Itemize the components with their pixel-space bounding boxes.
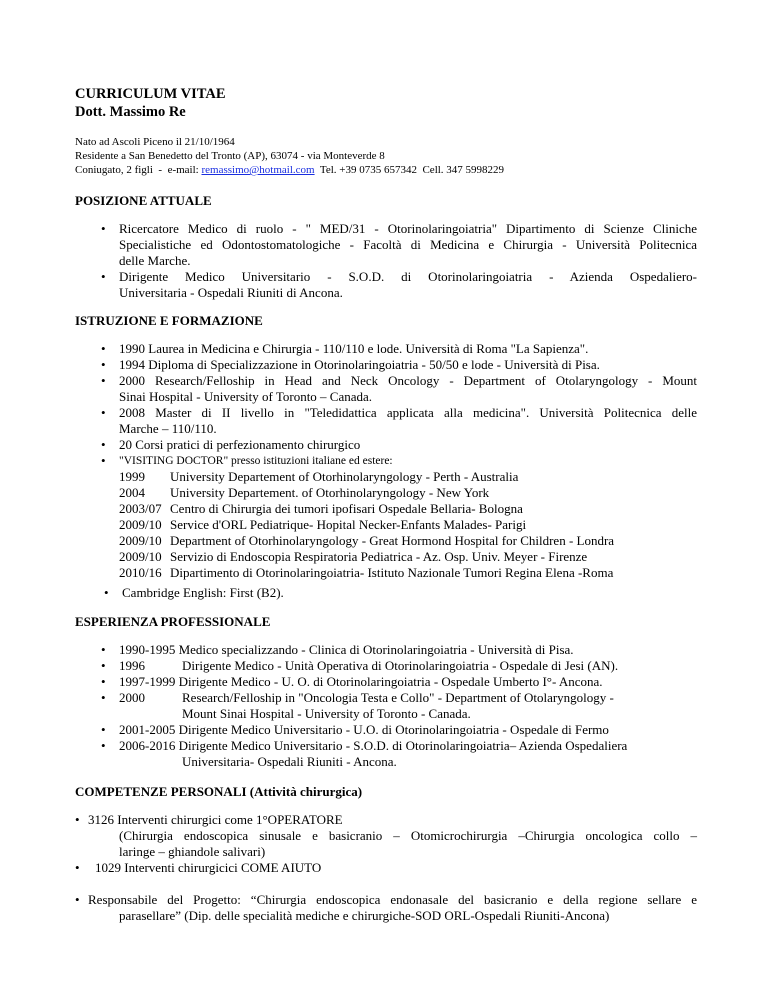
esperienza-item-2000-year: 2000	[119, 690, 145, 705]
visiting-place: Servizio di Endoscopia Respiratoria Pediatrica - Az. Osp. Univ. Meyer - Firenze	[170, 549, 588, 564]
istruzione-item-visiting: "VISITING DOCTOR" presso istituzioni italiane ed estere:	[119, 455, 393, 467]
bullet-icon: •	[101, 642, 106, 657]
istruzione-item-master-line-2: Marche – 110/110.	[119, 421, 217, 436]
bullet-icon: •	[101, 453, 106, 468]
visiting-row	[119, 501, 719, 517]
istruzione-item-specializzazione: 1994 Diploma di Specializzazione in Otorinolaringoiatria - 50/50 e lode - Università di Pisa.	[119, 357, 600, 372]
esperienza-item-2000-line-1: Research/Felloship in "Oncologia Testa e Collo" - Department of Otolaryngology -	[182, 690, 614, 705]
bullet-icon: •	[101, 690, 106, 705]
email-link[interactable]: remassimo@hotmail.com	[201, 164, 315, 176]
bullet-icon: •	[101, 221, 106, 236]
istruzione-item-research-line-2: Sinai Hospital - University of Toronto – Canada.	[119, 389, 373, 404]
competenze-item-operatore-line-2: (Chirurgia endoscopica sinusale e basicranio – Otomicrochirurgia –Chirurgia oncologica collo –	[119, 828, 697, 843]
bullet-icon: •	[75, 892, 80, 907]
competenze-item-aiuto: 1029 Interventi chirurgicici COME AIUTO	[95, 860, 322, 875]
visiting-place: University Departement. of Otorhinolaryngology - New York	[170, 485, 490, 500]
posizione-item-1-line-1: Ricercatore Medico di ruolo - " MED/31 - Otorinolaringoiatria" Dipartimento di Scienze Cliniche	[119, 221, 697, 236]
istruzione-item-research-line-1: 2000 Research/Felloship in Head and Neck Oncology - Department of Otolaryngology - Mount	[119, 373, 697, 388]
bullet-icon: •	[101, 738, 106, 753]
bullet-icon: •	[101, 722, 106, 737]
visiting-row	[119, 533, 719, 549]
esperienza-item-1997: 1997-1999 Dirigente Medico - U. O. di Otorinolaringoiatria - Ospedale Umberto I°- Ancona.	[119, 674, 603, 689]
section-heading-posizione: POSIZIONE ATTUALE	[75, 193, 212, 208]
bullet-icon: •	[104, 585, 109, 600]
visiting-row	[119, 485, 719, 501]
bullet-icon: •	[101, 357, 106, 372]
contact-line	[75, 163, 504, 177]
competenze-item-operatore-line-1: 3126 Interventi chirurgici come 1°OPERATORE	[88, 812, 343, 827]
contact-prefix: Coniugato, 2 figli - e-mail:	[75, 164, 202, 176]
competenze-item-operatore-line-3: laringe – ghiandole salivari)	[119, 844, 266, 859]
esperienza-item-1996-text: Dirigente Medico - Unità Operativa di Otorinolaringoiatria - Ospedale di Jesi (AN).	[182, 658, 619, 673]
visiting-year: 2009/10	[119, 517, 162, 532]
visiting-year: 2010/16	[119, 565, 162, 580]
esperienza-item-2006-line-2: Universitaria- Ospedali Riuniti - Ancona.	[182, 754, 397, 769]
posizione-item-1-line-3: delle Marche.	[119, 253, 191, 268]
posizione-item-2-line-1: Dirigente Medico Universitario - S.O.D. di Otorinolaringoiatria - Azienda Ospedaliero-	[119, 269, 697, 284]
esperienza-item-2006-line-1: 2006-2016 Dirigente Medico Universitario - S.O.D. di Otorinolaringoiatria– Azienda Ospedaliera	[119, 738, 628, 753]
section-heading-competenze: COMPETENZE PERSONALI (Attività chirurgica)	[75, 784, 363, 799]
bullet-icon: •	[101, 341, 106, 356]
visiting-year: 2004	[119, 485, 145, 500]
posizione-item-1-line-2: Specialistiche ed Odontostomatologiche - Facoltà di Medicina e Chirurgia - Università Politecnica	[119, 237, 697, 252]
esperienza-item-1990: 1990-1995 Medico specializzando - Clinica di Otorinolaringoiatria - Università di Pisa.	[119, 642, 574, 657]
visiting-place: University Departement of Otorhinolaryngology - Perth - Australia	[170, 469, 519, 484]
esperienza-item-1996-year: 1996	[119, 658, 145, 673]
visiting-list	[119, 469, 719, 581]
bullet-icon: •	[101, 405, 106, 420]
competenze-item-progetto-line-1: Responsabile del Progetto: “Chirurgia endoscopica endonasale del basicranio e della regione sellare e	[88, 892, 697, 907]
visiting-place: Department of Otorhinolaryngology - Great Hormond Hospital for Children - Londra	[170, 533, 615, 548]
visiting-row	[119, 517, 719, 533]
cv-title: CURRICULUM VITAE	[75, 86, 226, 102]
bullet-icon: •	[75, 812, 80, 827]
visiting-year: 2003/07	[119, 501, 162, 516]
visiting-row	[119, 469, 719, 485]
visiting-year: 1999	[119, 469, 145, 484]
istruzione-item-english: Cambridge English: First (B2).	[122, 585, 284, 600]
istruzione-item-laurea: 1990 Laurea in Medicina e Chirurgia - 110/110 e lode. Università di Roma "La Sapienza".	[119, 341, 589, 356]
bullet-icon: •	[101, 269, 106, 284]
bullet-icon: •	[101, 437, 106, 452]
posizione-item-2-line-2: Universitaria - Ospedali Riuniti di Ancona.	[119, 285, 343, 300]
person-name: Dott. Massimo Re	[75, 104, 186, 120]
competenze-item-progetto-line-2: parasellare” (Dip. delle specialità mediche e chirurgiche-SOD ORL-Ospedali Riuniti-Ancona)	[119, 908, 610, 923]
visiting-place: Centro di Chirurgia dei tumori ipofisari Ospedale Bellaria- Bologna	[170, 501, 523, 516]
bullet-icon: •	[75, 860, 80, 875]
visiting-year: 2009/10	[119, 549, 162, 564]
birth-info: Nato ad Ascoli Piceno il 21/10/1964	[75, 136, 235, 148]
visiting-place: Dipartimento di Otorinolaringoiatria- Istituto Nazionale Tumori Regina Elena -Roma	[170, 565, 614, 580]
bullet-icon: •	[101, 674, 106, 689]
section-heading-istruzione: ISTRUZIONE E FORMAZIONE	[75, 313, 263, 328]
esperienza-item-2000-line-2: Mount Sinai Hospital - University of Toronto - Canada.	[182, 706, 471, 721]
visiting-row	[119, 549, 719, 565]
bullet-icon: •	[101, 373, 106, 388]
contact-phones: Tel. +39 0735 657342 Cell. 347 5998229	[314, 164, 505, 176]
section-heading-esperienza: ESPERIENZA PROFESSIONALE	[75, 614, 271, 629]
visiting-year: 2009/10	[119, 533, 162, 548]
istruzione-item-master-line-1: 2008 Master di II livello in "Teledidattica applicata alla medicina". Università Politecnica delle	[119, 405, 697, 420]
visiting-row	[119, 565, 719, 581]
esperienza-item-2001: 2001-2005 Dirigente Medico Universitario - U.O. di Otorinolaringoiatria - Ospedale di Fermo	[119, 722, 609, 737]
residence-info: Residente a San Benedetto del Tronto (AP), 63074 - via Monteverde 8	[75, 150, 385, 162]
visiting-place: Service d'ORL Pediatrique- Hopital Necker-Enfants Malades- Parigi	[170, 517, 527, 532]
istruzione-item-corsi: 20 Corsi pratici di perfezionamento chirurgico	[119, 437, 361, 452]
bullet-icon: •	[101, 658, 106, 673]
